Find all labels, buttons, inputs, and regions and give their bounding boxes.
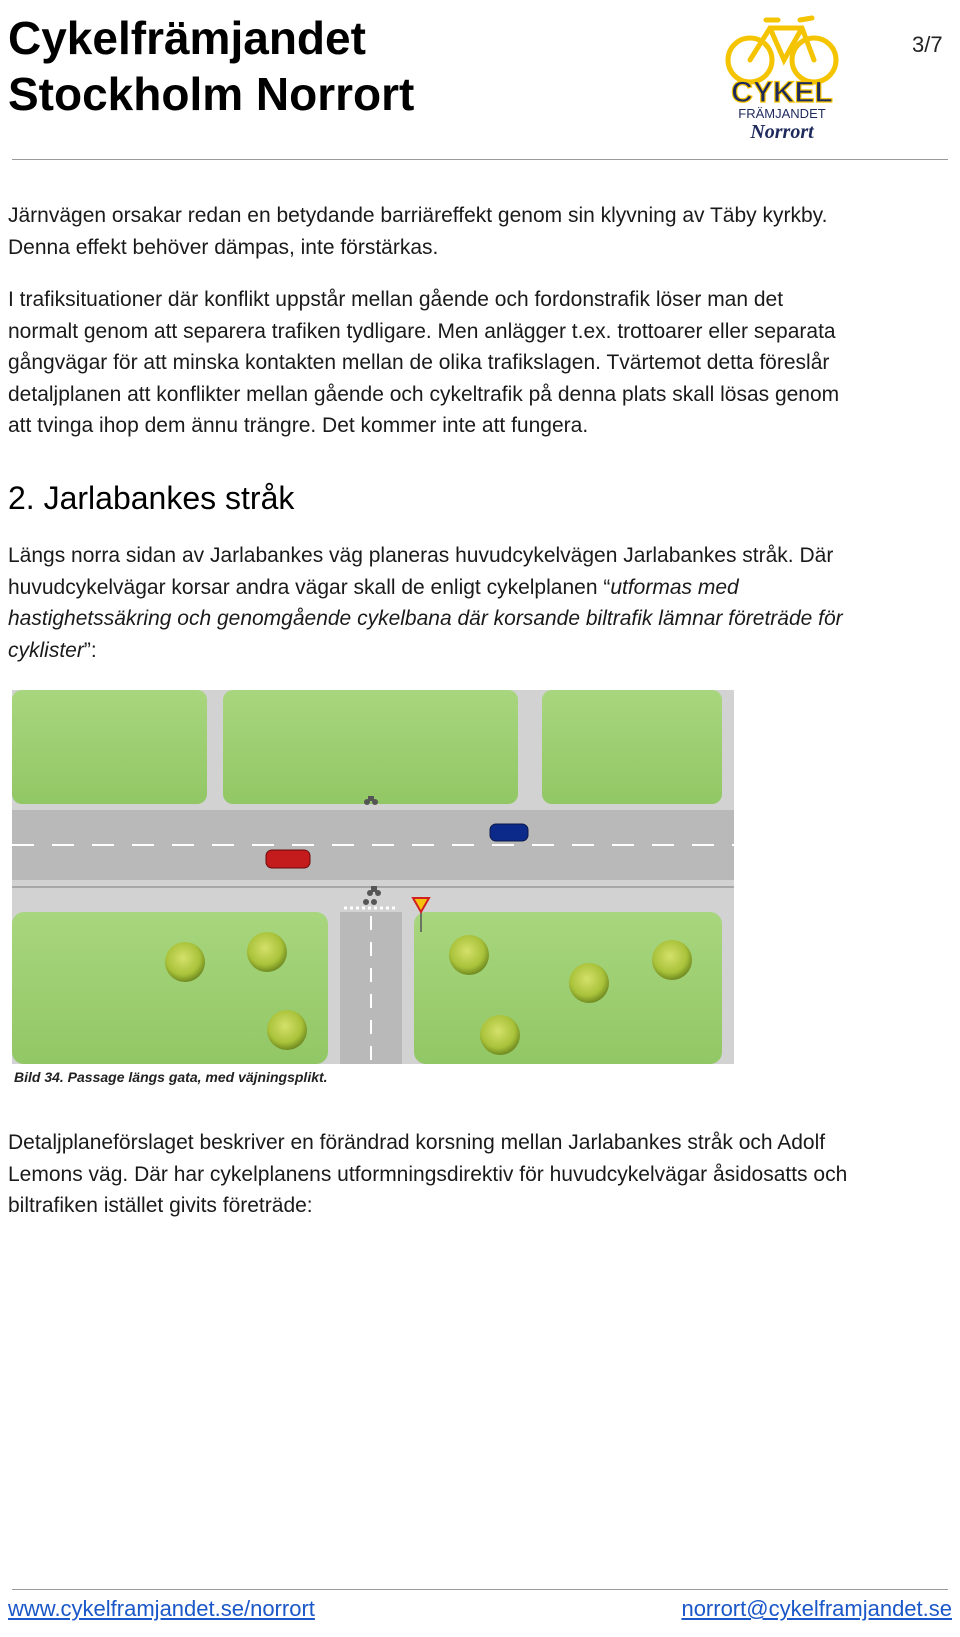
page-title <box>8 10 414 122</box>
intersection-illustration <box>12 690 734 1064</box>
blue-car <box>490 824 528 841</box>
paragraph-line: Detaljplaneförslaget beskriver en förändrad korsning mellan Jarlabankes stråk och Adolf <box>8 1131 826 1154</box>
paragraph-4 <box>8 1127 952 1222</box>
header-divider <box>12 159 948 160</box>
lawn-bottom-right <box>414 912 722 1064</box>
paragraph-line: att tvinga ihop dem ännu trängre. Det kommer inte att fungera. <box>8 414 589 437</box>
lawn-top-left <box>12 690 207 804</box>
page-number: 3/7 <box>912 32 943 57</box>
side-road <box>340 912 402 1064</box>
quote-italic: utformas med <box>610 575 739 599</box>
tree <box>247 932 287 972</box>
logo-word-framjandet: FRÄMJANDET <box>738 106 826 121</box>
paragraph-line: gångvägar för att minska kontakten mellan de olika trafikslagen. Tvärtemot detta föreslår <box>8 351 830 374</box>
paragraph-line: detaljplanen att konflikter mellan gående och cykeltrafik på denna plats skall lösas genom <box>8 382 840 406</box>
tree <box>652 940 692 980</box>
paragraph-line <box>8 572 952 604</box>
lawn-top-right <box>542 690 722 804</box>
text-plain: ”: <box>83 638 97 662</box>
red-car <box>266 850 310 868</box>
tree <box>165 942 205 982</box>
paragraph-line: biltrafiken istället givits företräde: <box>8 1194 313 1217</box>
tree <box>569 963 609 1003</box>
paragraph-line <box>8 635 952 667</box>
website-link[interactable]: www.cykelframjandet.se/norrort <box>8 1596 315 1621</box>
quote-italic: cyklister <box>8 638 84 662</box>
paragraph-line: Denna effekt behöver dämpas, inte förstärkas. <box>8 235 439 259</box>
paragraph-2 <box>8 284 952 442</box>
section-heading: 2. Jarlabankes stråk <box>8 480 295 516</box>
tree <box>267 1010 307 1050</box>
tree <box>480 1015 520 1055</box>
email-link[interactable]: norrort@cykelframjandet.se <box>681 1596 952 1621</box>
lawn-top-middle <box>223 690 518 804</box>
text-plain: huvudcykelvägar korsar andra vägar skall de enligt cykelplanen “ <box>8 575 611 599</box>
tree <box>449 935 489 975</box>
paragraph-line: normalt genom att separera trafiken tydligare. Men anlägger t.ex. trottoarer eller separata <box>8 319 836 343</box>
organization-logo <box>722 8 842 142</box>
figure-caption: Bild 34. Passage längs gata, med väjningsplikt. <box>14 1069 328 1085</box>
footer-divider <box>12 1589 948 1590</box>
quote-italic: hastighetssäkring och genomgående cykelbana där korsande biltrafik lämnar företräde för <box>8 607 843 630</box>
bicycle-icon <box>728 18 836 82</box>
paragraph-1 <box>8 200 952 263</box>
paragraph-line: I trafiksituationer där konflikt uppstår mellan gående och fordonstrafik löser man det <box>8 288 784 311</box>
paragraph-line: Lemons väg. Där har cykelplanens utformningsdirektiv för huvudcykelvägar åsidosatts och <box>8 1162 848 1186</box>
paragraph-line: Längs norra sidan av Jarlabankes väg planeras huvudcykelvägen Jarlabankes stråk. Där <box>8 544 834 567</box>
logo-word-cykel: CYKEL <box>731 76 833 109</box>
paragraph-3 <box>8 540 952 666</box>
paragraph-line <box>8 603 952 635</box>
title-line-1: Cykelfrämjandet <box>8 12 366 64</box>
paragraph-line: Järnvägen orsakar redan en betydande barriäreffekt genom sin klyvning av Täby kyrkby. <box>8 204 828 227</box>
title-line-2: Stockholm Norrort <box>8 68 415 120</box>
logo-word-norrort: Norrort <box>750 121 814 142</box>
